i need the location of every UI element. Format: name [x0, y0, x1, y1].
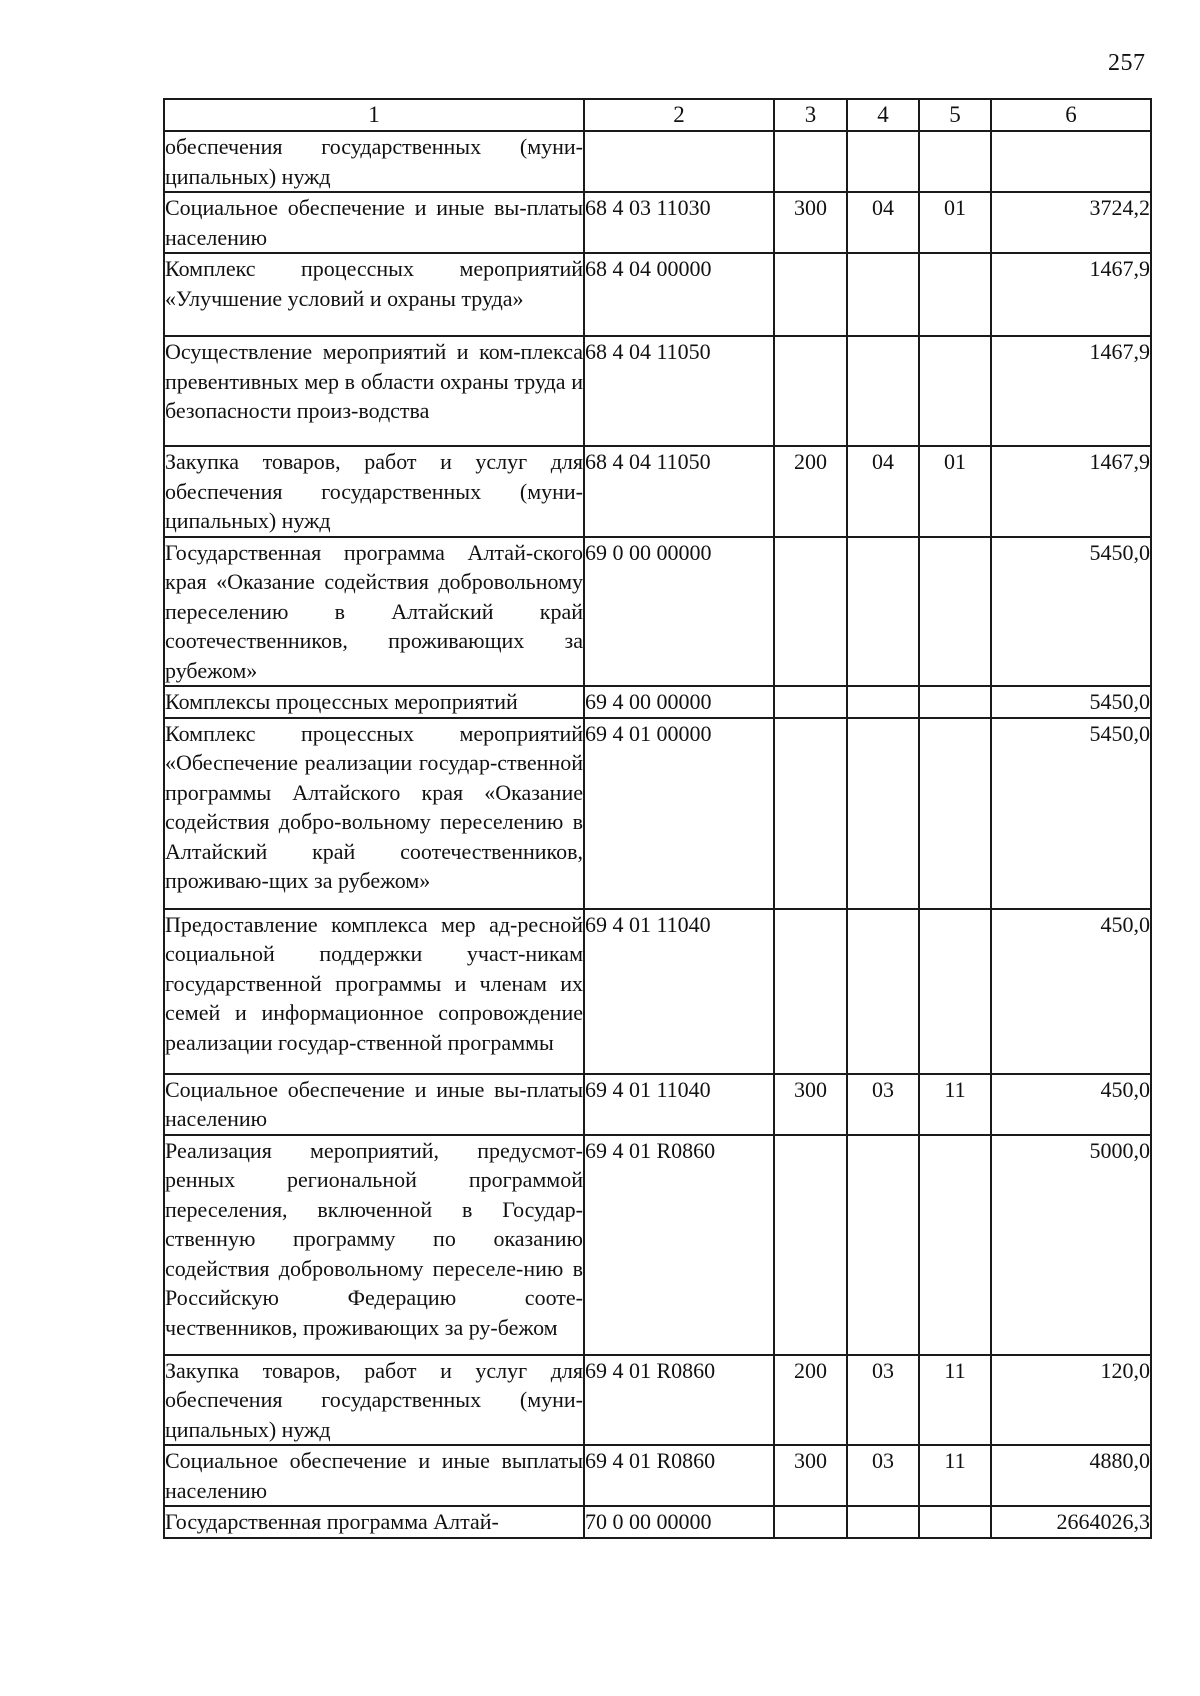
cell-amount: 5450,0: [991, 537, 1151, 687]
table-body: [164, 131, 1151, 1538]
cell-amount: 2664026,3: [991, 1506, 1151, 1538]
cell-subsection: 11: [919, 1355, 991, 1446]
cell-expense-type: [774, 1135, 847, 1355]
cell-target-code: [584, 131, 774, 192]
cell-name: Закупка товаров, работ и услуг для обеспечения государственных (муни-ципальных) нужд: [164, 1355, 584, 1446]
cell-section: 03: [847, 1355, 919, 1446]
cell-expense-type: [774, 253, 847, 336]
budget-table: [163, 98, 1152, 1539]
cell-name: Государственная программа Алтай-ского края «Оказание содействия добровольному переселению в Алтайский край соотечественников, проживающих за рубежом»: [164, 537, 584, 687]
cell-name: Комплексы процессных мероприятий: [164, 686, 584, 718]
cell-name: Предоставление комплекса мер ад-ресной социальной поддержки участ-никам государственной программы и членам их семей и информационное сопровождение реализации государ-ственной программы: [164, 909, 584, 1074]
table-row: [164, 446, 1151, 537]
table-row: [164, 131, 1151, 192]
table-row: [164, 718, 1151, 909]
cell-name: Осуществление мероприятий и ком-плекса превентивных мер в области охраны труда и безопасности произ-водства: [164, 336, 584, 446]
cell-amount: 5450,0: [991, 686, 1151, 718]
cell-target-code: 69 4 01 11040: [584, 1074, 774, 1135]
table-row: [164, 192, 1151, 253]
cell-section: 04: [847, 192, 919, 253]
cell-target-code: 68 4 03 11030: [584, 192, 774, 253]
cell-name: Социальное обеспечение и иные выплаты населению: [164, 1445, 584, 1506]
table-row: [164, 1355, 1151, 1446]
table-row: [164, 336, 1151, 446]
cell-amount: 1467,9: [991, 446, 1151, 537]
cell-amount: 450,0: [991, 909, 1151, 1074]
column-header-4: 4: [847, 99, 919, 131]
cell-subsection: 01: [919, 446, 991, 537]
cell-target-code: 69 4 01 R0860: [584, 1135, 774, 1355]
cell-amount: 1467,9: [991, 253, 1151, 336]
cell-section: [847, 131, 919, 192]
cell-expense-type: [774, 1506, 847, 1538]
cell-amount: 5450,0: [991, 718, 1151, 909]
cell-section: [847, 718, 919, 909]
cell-subsection: [919, 686, 991, 718]
table-row: [164, 1506, 1151, 1538]
cell-expense-type: 300: [774, 192, 847, 253]
cell-subsection: 11: [919, 1074, 991, 1135]
cell-name: Закупка товаров, работ и услуг для обеспечения государственных (муни-ципальных) нужд: [164, 446, 584, 537]
cell-expense-type: [774, 131, 847, 192]
cell-amount: 4880,0: [991, 1445, 1151, 1506]
cell-expense-type: [774, 909, 847, 1074]
cell-subsection: 01: [919, 192, 991, 253]
cell-amount: 120,0: [991, 1355, 1151, 1446]
cell-target-code: 70 0 00 00000: [584, 1506, 774, 1538]
cell-expense-type: [774, 537, 847, 687]
cell-subsection: [919, 718, 991, 909]
cell-expense-type: 200: [774, 446, 847, 537]
cell-section: [847, 909, 919, 1074]
cell-target-code: 69 4 00 00000: [584, 686, 774, 718]
table-row: [164, 686, 1151, 718]
cell-expense-type: 300: [774, 1074, 847, 1135]
page-number: 257: [1108, 50, 1146, 76]
cell-section: 03: [847, 1074, 919, 1135]
cell-expense-type: 300: [774, 1445, 847, 1506]
cell-section: [847, 1506, 919, 1538]
column-header-1: 1: [164, 99, 584, 131]
cell-target-code: 69 4 01 R0860: [584, 1355, 774, 1446]
cell-expense-type: [774, 336, 847, 446]
cell-target-code: 68 4 04 00000: [584, 253, 774, 336]
cell-section: [847, 537, 919, 687]
cell-name: Реализация мероприятий, предусмот-ренных региональной программой переселения, включенной в Государ-ственную программу по оказанию содействия добровольному переселе-нию в Российскую Федерацию сооте-чественников, проживающих за ру-бежом: [164, 1135, 584, 1355]
cell-name: Социальное обеспечение и иные вы-платы населению: [164, 192, 584, 253]
table-row: [164, 253, 1151, 336]
cell-subsection: 11: [919, 1445, 991, 1506]
cell-section: 04: [847, 446, 919, 537]
cell-subsection: [919, 131, 991, 192]
cell-amount: [991, 131, 1151, 192]
column-header-2: 2: [584, 99, 774, 131]
cell-name: обеспечения государственных (муни-ципальных) нужд: [164, 131, 584, 192]
cell-target-code: 69 0 00 00000: [584, 537, 774, 687]
cell-expense-type: [774, 718, 847, 909]
cell-name: Комплекс процессных мероприятий «Обеспечение реализации государ-ственной программы Алтайского края «Оказание содействия добро-вольному переселению в Алтайский край соотечественников, проживаю-щих за рубежом»: [164, 718, 584, 909]
cell-target-code: 68 4 04 11050: [584, 336, 774, 446]
cell-section: [847, 336, 919, 446]
cell-subsection: [919, 909, 991, 1074]
cell-amount: 5000,0: [991, 1135, 1151, 1355]
cell-subsection: [919, 1135, 991, 1355]
cell-subsection: [919, 336, 991, 446]
cell-amount: 3724,2: [991, 192, 1151, 253]
cell-target-code: 69 4 01 R0860: [584, 1445, 774, 1506]
cell-expense-type: 200: [774, 1355, 847, 1446]
table-row: [164, 537, 1151, 687]
cell-expense-type: [774, 686, 847, 718]
table-row: [164, 1445, 1151, 1506]
cell-name: Комплекс процессных мероприятий «Улучшение условий и охраны труда»: [164, 253, 584, 336]
cell-section: 03: [847, 1445, 919, 1506]
table-row: [164, 1135, 1151, 1355]
cell-name: Социальное обеспечение и иные вы-платы населению: [164, 1074, 584, 1135]
table-row: [164, 1074, 1151, 1135]
column-header-3: 3: [774, 99, 847, 131]
cell-section: [847, 253, 919, 336]
column-header-6: 6: [991, 99, 1151, 131]
cell-amount: 1467,9: [991, 336, 1151, 446]
cell-subsection: [919, 537, 991, 687]
cell-subsection: [919, 253, 991, 336]
table-header-row: [164, 99, 1151, 131]
table-row: [164, 909, 1151, 1074]
cell-target-code: 69 4 01 00000: [584, 718, 774, 909]
column-header-5: 5: [919, 99, 991, 131]
cell-name: Государственная программа Алтай-: [164, 1506, 584, 1538]
cell-section: [847, 686, 919, 718]
cell-amount: 450,0: [991, 1074, 1151, 1135]
cell-target-code: 69 4 01 11040: [584, 909, 774, 1074]
cell-section: [847, 1135, 919, 1355]
cell-subsection: [919, 1506, 991, 1538]
cell-target-code: 68 4 04 11050: [584, 446, 774, 537]
